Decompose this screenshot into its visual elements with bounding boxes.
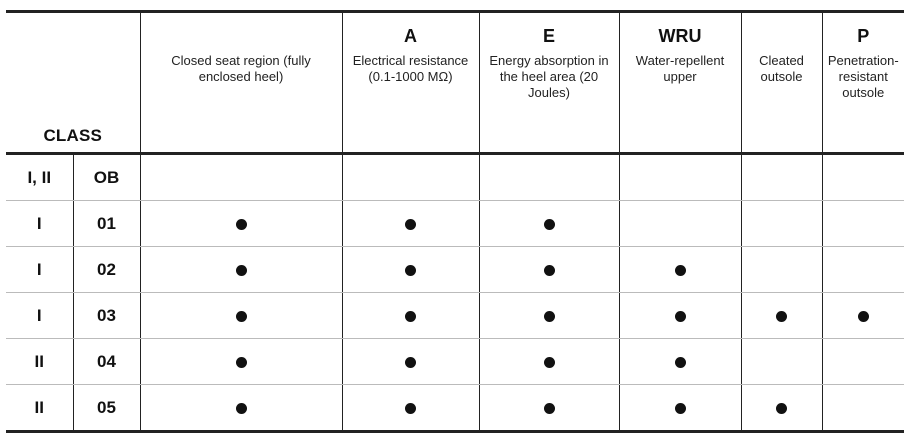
table-body [6,154,904,432]
row-code-cell: 04 [73,339,140,385]
requirement-cell [741,154,822,201]
requirement-cell [342,339,479,385]
requirement-cell [342,293,479,339]
requirement-met-dot-icon [675,265,686,276]
table-row [6,201,904,247]
class-table-wrapper [6,10,904,433]
requirement-cell [140,293,342,339]
row-code-cell: OB [73,154,140,201]
row-code-cell: 01 [73,201,140,247]
requirement-cell [479,247,619,293]
requirement-cell [140,385,342,432]
requirement-cell [140,201,342,247]
column-code: A [404,26,417,46]
requirement-met-dot-icon [544,357,555,368]
requirement-met-dot-icon [405,311,416,322]
requirement-cell [619,247,741,293]
requirement-cell [479,385,619,432]
row-class-cell: I [6,201,73,247]
row-class-cell: I, II [6,154,73,201]
column-header-wru [619,12,741,154]
requirement-cell [619,293,741,339]
table-row [6,293,904,339]
requirement-cell [342,154,479,201]
row-code-cell: 05 [73,385,140,432]
requirement-met-dot-icon [776,311,787,322]
requirement-cell [619,385,741,432]
column-code [742,13,822,53]
column-code: WRU [658,26,702,46]
row-class-cell: I [6,247,73,293]
requirement-met-dot-icon [236,311,247,322]
requirement-cell [741,385,822,432]
requirement-cell [342,385,479,432]
requirement-cell [479,201,619,247]
requirement-met-dot-icon [544,265,555,276]
requirement-cell [619,339,741,385]
requirement-met-dot-icon [236,265,247,276]
requirement-cell [140,154,342,201]
requirement-met-dot-icon [544,219,555,230]
requirement-cell [822,293,904,339]
requirement-cell [741,247,822,293]
header-row [6,12,904,154]
requirement-met-dot-icon [236,357,247,368]
column-code [141,13,342,53]
requirement-met-dot-icon [236,219,247,230]
requirement-met-dot-icon [405,357,416,368]
column-code: P [857,26,870,46]
row-class-cell: II [6,385,73,432]
row-class-cell: II [6,339,73,385]
requirement-met-dot-icon [675,357,686,368]
footwear-class-table [6,10,904,433]
table-row [6,339,904,385]
requirement-cell [479,293,619,339]
column-header-e [479,12,619,154]
requirement-met-dot-icon [405,219,416,230]
column-description: Water-repellent upper [635,53,725,84]
requirement-met-dot-icon [544,403,555,414]
column-header-a [342,12,479,154]
row-class-cell: I [6,293,73,339]
requirement-cell [479,154,619,201]
requirement-met-dot-icon [544,311,555,322]
requirement-met-dot-icon [405,265,416,276]
requirement-met-dot-icon [776,403,787,414]
requirement-met-dot-icon [858,311,869,322]
column-header-cleated [741,12,822,154]
requirement-cell [822,154,904,201]
requirement-cell [479,339,619,385]
requirement-met-dot-icon [236,403,247,414]
table-row [6,154,904,201]
requirement-met-dot-icon [675,403,686,414]
requirement-cell [822,247,904,293]
requirement-cell [342,247,479,293]
column-header-p [822,12,904,154]
table-row [6,247,904,293]
row-code-cell: 02 [73,247,140,293]
column-header-closed-seat [140,12,342,154]
class-header [6,12,140,154]
column-description: Closed seat region (fully enclosed heel) [171,53,311,84]
column-code: E [542,26,555,46]
class-header-label: CLASS [43,126,103,145]
column-description: Energy absorption in the heel area (20 Joules) [489,53,609,100]
column-description: Penetration-resistant outsole [827,53,899,100]
requirement-cell [140,247,342,293]
requirement-cell [741,293,822,339]
requirement-cell [741,339,822,385]
row-code-cell: 03 [73,293,140,339]
column-description: Electrical resistance (0.1-1000 MΩ) [352,53,469,84]
requirement-cell [342,201,479,247]
table-row [6,385,904,432]
column-description: Cleated outsole [759,53,804,84]
requirement-met-dot-icon [405,403,416,414]
requirement-cell [822,201,904,247]
requirement-cell [619,154,741,201]
requirement-cell [619,201,741,247]
requirement-met-dot-icon [675,311,686,322]
requirement-cell [822,385,904,432]
requirement-cell [741,201,822,247]
requirement-cell [822,339,904,385]
requirement-cell [140,339,342,385]
